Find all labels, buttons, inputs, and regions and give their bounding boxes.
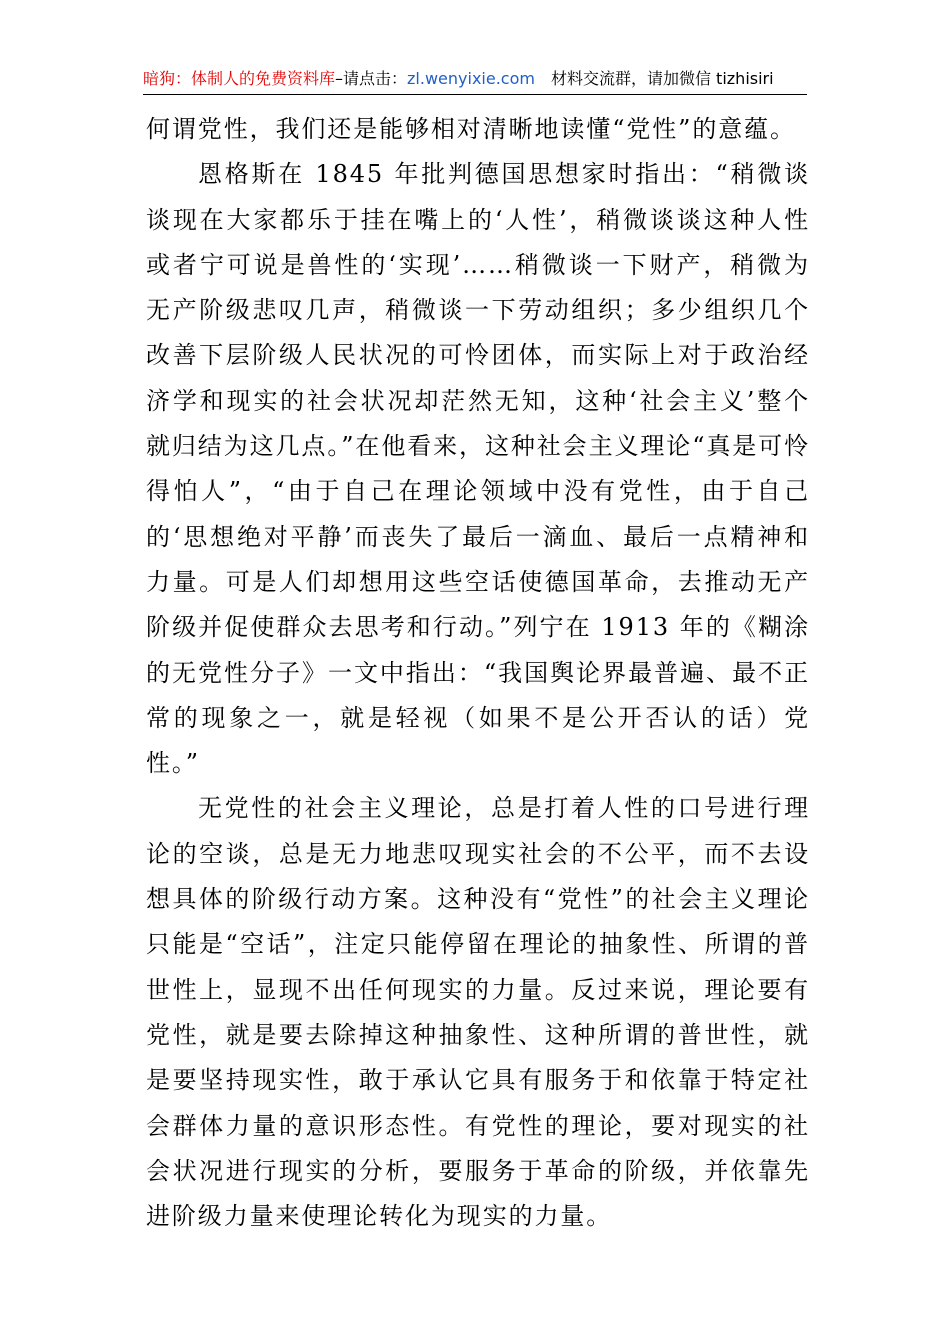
header-site-link[interactable]: zl.wenyixie.com: [407, 69, 535, 88]
paragraph-engels-lenin: 恩格斯在 1845 年批判德国思想家时指出：“稍微谈谈现在大家都乐于挂在嘴上的‘人性’，稍微谈谈这种人性或者宁可说是兽性的‘实现’……稍微谈一下财产，稍微为无产阶级悲叹几声，稍微谈一下劳动组织；多少组织几个改善下层阶级人民状况的可怜团体，而实际上对于政治经济学和现实的社会状况却茫然无知，这种‘社会主义’整个就归结为这几点。”在他看来，这种社会主义理论“真是可怜得怕人”，“由于自己在理论领域中没有党性，由于自己的‘思想绝对平静’而丧失了最后一滴血、最后一点精神和力量。可是人们却想用这些空话使德国革命，去推动无产阶级并促使群众去思考和行动。”列宁在 1913 年的《糊涂的无党性分子》一文中指出：“我国舆论界最普遍、最不正常的现象之一，就是轻视（如果不是公开否认的话）党性。”: [146, 160, 810, 778]
page-header: [143, 66, 807, 95]
header-group-note: 材料交流群，请加微信 tizhisiri: [550, 69, 774, 88]
paragraph-partisanship: 无党性的社会主义理论，总是打着人性的口号进行理论的空谈，总是无力地悲叹现实社会的不公平，而不去设想具体的阶级行动方案。这种没有“党性”的社会主义理论只能是“空话”，注定只能停留在理论的抽象性、所谓的普世性上，显现不出任何现实的力量。反过来说，理论要有党性，就是要去除掉这种抽象性、这种所谓的普世性，就是要坚持现实性，敢于承认它具有服务于和依靠于特定社会群体力量的意识形态性。有党性的理论，要对现实的社会状况进行现实的分析，要服务于革命的阶级，并依靠先进阶级力量来使理论转化为现实的力量。: [146, 794, 810, 1231]
paragraph-continuation: 何谓党性，我们还是能够相对清晰地读懂“党性”的意蕴。: [146, 115, 796, 143]
header-click-prompt: –请点击：: [335, 69, 408, 88]
header-site-label: 暗狗：体制人的免费资料库: [143, 69, 336, 88]
document-body: [146, 107, 810, 1239]
